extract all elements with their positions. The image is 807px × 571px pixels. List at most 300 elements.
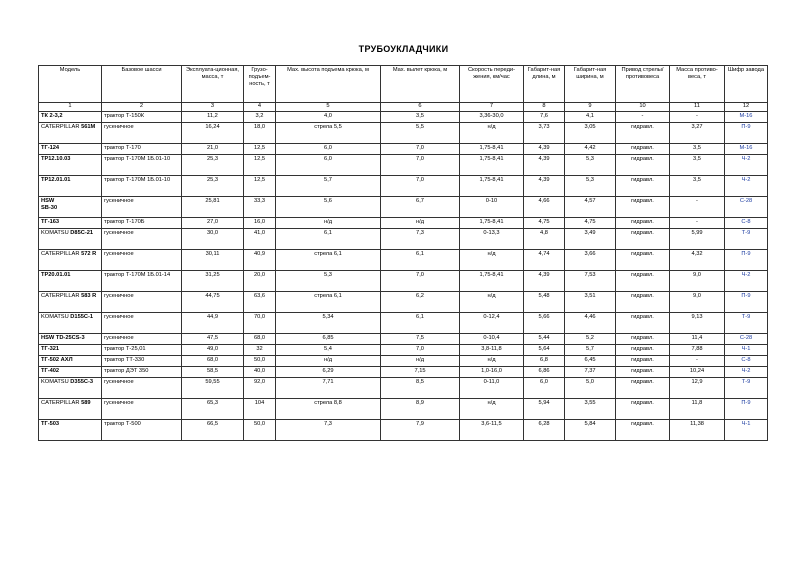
cell-drive: гидравл. (616, 334, 670, 345)
column-number: 5 (276, 103, 381, 112)
cell-len: 5,66 (524, 313, 565, 334)
cell-mass: 66,5 (182, 420, 244, 441)
cell-reach: 7,0 (381, 345, 460, 356)
cell-mass: 25,81 (182, 197, 244, 218)
cell-speed: 1,75-8,41 (460, 176, 524, 197)
column-number: 11 (670, 103, 725, 112)
model-cell (39, 345, 102, 356)
cell-drive: гидравл. (616, 367, 670, 378)
cell-mass: 27,0 (182, 218, 244, 229)
cell-height: стрела 6,1 (276, 250, 381, 271)
cell-speed: н/д (460, 399, 524, 420)
cell-speed: н/д (460, 250, 524, 271)
column-number: 8 (524, 103, 565, 112)
cell-len: 6,8 (524, 356, 565, 367)
model-cell (39, 229, 102, 250)
model-cell (39, 250, 102, 271)
cell-speed: 1,0-16,0 (460, 367, 524, 378)
cell-cw: 11,8 (670, 399, 725, 420)
cell-code: П-9 (725, 123, 768, 144)
cell-width: 4,1 (565, 112, 616, 123)
cell-speed: 0-11,0 (460, 378, 524, 399)
cell-base: гусеничное (102, 250, 182, 271)
model-name: ТГ-321 (41, 346, 60, 352)
cell-mass: 30,11 (182, 250, 244, 271)
column-number: 12 (725, 103, 768, 112)
cell-height: 5,3 (276, 271, 381, 292)
model-name: CATERPILLAR (41, 124, 80, 130)
cell-mass: 58,5 (182, 367, 244, 378)
cell-speed: 3,6-11,5 (460, 420, 524, 441)
model-name: ТГ-402 (41, 368, 60, 374)
model-name: CATERPILLAR (41, 251, 80, 257)
model-cell (39, 218, 102, 229)
header-row (39, 66, 768, 103)
cell-base: гусеничное (102, 292, 182, 313)
cell-code: П-9 (725, 399, 768, 420)
cell-drive: гидравл. (616, 271, 670, 292)
cell-code: Ч-2 (725, 271, 768, 292)
column-header: Базовое шасси (102, 66, 182, 103)
cell-cw: 9,13 (670, 313, 725, 334)
model-name: ТГ-502 АХЛ (41, 357, 73, 363)
table-row (39, 292, 768, 313)
model-cell (39, 271, 102, 292)
model-name: CATERPILLAR (41, 400, 80, 406)
cell-height: 5,34 (276, 313, 381, 334)
column-header: Мах. высота подъема крюка, м (276, 66, 381, 103)
model-name: CATERPILLAR (41, 293, 80, 299)
cell-len: 4,39 (524, 176, 565, 197)
cell-speed: н/д (460, 356, 524, 367)
cell-mass: 65,3 (182, 399, 244, 420)
cell-cw: 11,4 (670, 334, 725, 345)
cell-cw: 3,5 (670, 144, 725, 155)
cell-cw: 3,5 (670, 155, 725, 176)
model-cell (39, 176, 102, 197)
model-name: KOMATSU (41, 379, 69, 385)
cell-len: 6,0 (524, 378, 565, 399)
cell-mass: 25,3 (182, 176, 244, 197)
cell-base: гусеничное (102, 229, 182, 250)
cell-load: 12,5 (244, 176, 276, 197)
cell-height: н/д (276, 218, 381, 229)
cell-base: гусеничное (102, 197, 182, 218)
cell-len: 7,6 (524, 112, 565, 123)
column-header: Габарит-ная длина, м (524, 66, 565, 103)
cell-mass: 21,0 (182, 144, 244, 155)
column-number: 10 (616, 103, 670, 112)
cell-cw: - (670, 356, 725, 367)
cell-speed: 0-10,4 (460, 334, 524, 345)
cell-code: М-16 (725, 144, 768, 155)
table-row (39, 334, 768, 345)
cell-height: 6,1 (276, 229, 381, 250)
table-row (39, 197, 768, 218)
cell-cw: 12,9 (670, 378, 725, 399)
column-header: Привод стрелы/ противовеса (616, 66, 670, 103)
cell-base: трактор Т-170М 1Б.01-14 (102, 271, 182, 292)
cell-reach: 7,0 (381, 176, 460, 197)
cell-cw: 5,99 (670, 229, 725, 250)
model-name: ТР12.01.01 (41, 177, 71, 183)
cell-load: 12,5 (244, 155, 276, 176)
cell-len: 4,39 (524, 144, 565, 155)
table-row (39, 356, 768, 367)
cell-height: 6,0 (276, 155, 381, 176)
cell-drive: гидравл. (616, 399, 670, 420)
cell-load: 32 (244, 345, 276, 356)
column-number: 9 (565, 103, 616, 112)
model-name: HSW TD-25CS-3 (41, 335, 85, 341)
cell-drive: гидравл. (616, 197, 670, 218)
model-cell (39, 356, 102, 367)
cell-base: гусеничное (102, 123, 182, 144)
column-header: Масса противо-веса, т (670, 66, 725, 103)
table-row (39, 367, 768, 378)
cell-cw: 7,88 (670, 345, 725, 356)
model-cell (39, 378, 102, 399)
cell-base: трактор Т-170М 1Б.01-10 (102, 176, 182, 197)
cell-mass: 59,55 (182, 378, 244, 399)
cell-reach: 7,5 (381, 334, 460, 345)
model-name: 572 R (81, 251, 97, 257)
cell-speed: 3,8-11,8 (460, 345, 524, 356)
column-header: Габарит-ная ширина, м (565, 66, 616, 103)
model-name: ТГ-163 (41, 219, 60, 225)
cell-speed: 3,36-30,0 (460, 112, 524, 123)
model-cell (39, 112, 102, 123)
model-cell (39, 313, 102, 334)
cell-width: 5,84 (565, 420, 616, 441)
table-row (39, 345, 768, 356)
cell-mass: 68,0 (182, 356, 244, 367)
cell-width: 4,75 (565, 218, 616, 229)
cell-height: н/д (276, 356, 381, 367)
cell-height: стрела 6,1 (276, 292, 381, 313)
column-header: Мах. вылет крюка, м (381, 66, 460, 103)
column-number: 7 (460, 103, 524, 112)
model-name: SB-30 (41, 205, 58, 212)
table-row (39, 250, 768, 271)
cell-reach: 5,5 (381, 123, 460, 144)
cell-reach: 6,1 (381, 250, 460, 271)
model-name: KOMATSU (41, 230, 69, 236)
cell-width: 7,53 (565, 271, 616, 292)
cell-reach: 7,15 (381, 367, 460, 378)
cell-height: 6,0 (276, 144, 381, 155)
cell-code: П-9 (725, 250, 768, 271)
cell-base: трактор Т-150К (102, 112, 182, 123)
cell-speed: 1,75-8,41 (460, 271, 524, 292)
model-name: ТР20.01.01 (41, 272, 71, 278)
cell-len: 4,74 (524, 250, 565, 271)
cell-base: гусеничное (102, 313, 182, 334)
model-name: ТК 2-3,2 (41, 113, 63, 119)
model-name: 589 (81, 400, 91, 406)
cell-load: 40,0 (244, 367, 276, 378)
model-cell (39, 144, 102, 155)
cell-speed: 0-13,3 (460, 229, 524, 250)
cell-width: 5,2 (565, 334, 616, 345)
cell-height: 5,6 (276, 197, 381, 218)
cell-width: 3,49 (565, 229, 616, 250)
cell-width: 5,3 (565, 176, 616, 197)
cell-cw: 3,27 (670, 123, 725, 144)
model-cell (39, 292, 102, 313)
table-row (39, 144, 768, 155)
cell-len: 4,39 (524, 155, 565, 176)
model-name: D85C-21 (70, 230, 94, 236)
cell-code: Т-9 (725, 229, 768, 250)
cell-mass: 25,3 (182, 155, 244, 176)
cell-height: стрела 8,8 (276, 399, 381, 420)
cell-code: Ч-2 (725, 176, 768, 197)
model-name: ТР12.10.03 (41, 156, 71, 162)
table-row (39, 176, 768, 197)
cell-height: 7,71 (276, 378, 381, 399)
cell-width: 5,7 (565, 345, 616, 356)
model-cell (39, 155, 102, 176)
cell-load: 50,0 (244, 420, 276, 441)
cell-drive: гидравл. (616, 155, 670, 176)
cell-code: П-9 (725, 292, 768, 313)
cell-mass: 47,5 (182, 334, 244, 345)
cell-width: 7,37 (565, 367, 616, 378)
cell-load: 68,0 (244, 334, 276, 345)
cell-width: 5,3 (565, 155, 616, 176)
cell-width: 4,42 (565, 144, 616, 155)
cell-load: 33,3 (244, 197, 276, 218)
cell-load: 40,9 (244, 250, 276, 271)
table-row (39, 313, 768, 334)
cell-load: 104 (244, 399, 276, 420)
cell-base: трактор Т-170Б (102, 218, 182, 229)
cell-code: Ч-1 (725, 420, 768, 441)
cell-code: Ч-2 (725, 367, 768, 378)
cell-load: 18,0 (244, 123, 276, 144)
cell-reach: 8,9 (381, 399, 460, 420)
cell-height: 6,85 (276, 334, 381, 345)
cell-reach: н/д (381, 218, 460, 229)
model-cell (39, 399, 102, 420)
cell-width: 6,45 (565, 356, 616, 367)
column-header: Модель (39, 66, 102, 103)
cell-height: 6,29 (276, 367, 381, 378)
cell-cw: 4,32 (670, 250, 725, 271)
pipelayers-table (38, 65, 768, 441)
cell-mass: 49,0 (182, 345, 244, 356)
cell-reach: 7,0 (381, 271, 460, 292)
cell-load: 41,0 (244, 229, 276, 250)
cell-len: 5,44 (524, 334, 565, 345)
table-row (39, 420, 768, 441)
column-header: Скорость переди-жения, км/час (460, 66, 524, 103)
cell-width: 4,46 (565, 313, 616, 334)
cell-width: 3,55 (565, 399, 616, 420)
cell-base: гусеничное (102, 399, 182, 420)
column-number: 4 (244, 103, 276, 112)
cell-code: М-16 (725, 112, 768, 123)
cell-len: 4,75 (524, 218, 565, 229)
cell-drive: гидравл. (616, 292, 670, 313)
cell-load: 92,0 (244, 378, 276, 399)
cell-code: С-28 (725, 197, 768, 218)
model-cell (39, 367, 102, 378)
cell-base: трактор ТТ-330 (102, 356, 182, 367)
cell-reach: 6,7 (381, 197, 460, 218)
cell-cw: 9,0 (670, 271, 725, 292)
model-name: D155C-1 (70, 314, 94, 320)
cell-len: 4,39 (524, 271, 565, 292)
cell-load: 12,5 (244, 144, 276, 155)
cell-base: трактор Т-25,01 (102, 345, 182, 356)
cell-width: 3,05 (565, 123, 616, 144)
cell-drive: гидравл. (616, 420, 670, 441)
table-body (39, 112, 768, 441)
cell-reach: 6,1 (381, 313, 460, 334)
cell-base: трактор Т-170М 1Б.01-10 (102, 155, 182, 176)
cell-speed: н/д (460, 123, 524, 144)
cell-load: 20,0 (244, 271, 276, 292)
cell-width: 3,51 (565, 292, 616, 313)
cell-len: 5,48 (524, 292, 565, 313)
cell-drive: гидравл. (616, 378, 670, 399)
cell-height: 7,3 (276, 420, 381, 441)
cell-mass: 16,24 (182, 123, 244, 144)
cell-base: трактор ДЭТ 350 (102, 367, 182, 378)
cell-mass: 30,0 (182, 229, 244, 250)
column-number: 6 (381, 103, 460, 112)
cell-reach: 7,3 (381, 229, 460, 250)
cell-drive: - (616, 112, 670, 123)
cell-drive: гидравл. (616, 176, 670, 197)
cell-drive: гидравл. (616, 345, 670, 356)
cell-drive: гидравл. (616, 250, 670, 271)
cell-code: С-8 (725, 218, 768, 229)
cell-load: 16,0 (244, 218, 276, 229)
cell-len: 4,8 (524, 229, 565, 250)
cell-mass: 11,2 (182, 112, 244, 123)
cell-height: 5,7 (276, 176, 381, 197)
cell-cw: 10,24 (670, 367, 725, 378)
cell-speed: н/д (460, 292, 524, 313)
table-row (39, 229, 768, 250)
cell-load: 63,6 (244, 292, 276, 313)
cell-code: Ч-2 (725, 155, 768, 176)
cell-base: трактор Т-170 (102, 144, 182, 155)
cell-mass: 31,25 (182, 271, 244, 292)
model-name: 583 R (81, 293, 97, 299)
column-number-row (39, 103, 768, 112)
cell-reach: 7,9 (381, 420, 460, 441)
column-number: 2 (102, 103, 182, 112)
cell-height: 4,0 (276, 112, 381, 123)
table-row (39, 399, 768, 420)
cell-cw: - (670, 112, 725, 123)
cell-reach: 7,0 (381, 144, 460, 155)
model-name: KOMATSU (41, 314, 69, 320)
model-name: ТГ-124 (41, 145, 60, 151)
cell-cw: - (670, 197, 725, 218)
cell-mass: 44,9 (182, 313, 244, 334)
cell-cw: 9,0 (670, 292, 725, 313)
cell-len: 5,94 (524, 399, 565, 420)
table-row (39, 271, 768, 292)
cell-code: Ч-1 (725, 345, 768, 356)
page-title: ТРУБОУКЛАДЧИКИ (358, 44, 449, 54)
cell-code: С-8 (725, 356, 768, 367)
cell-load: 50,0 (244, 356, 276, 367)
table-row (39, 123, 768, 144)
table-row (39, 112, 768, 123)
cell-drive: гидравл. (616, 229, 670, 250)
cell-speed: 1,75-8,41 (460, 155, 524, 176)
cell-height: стрела 5,5 (276, 123, 381, 144)
cell-len: 4,66 (524, 197, 565, 218)
cell-reach: н/д (381, 356, 460, 367)
cell-drive: гидравл. (616, 218, 670, 229)
cell-drive: гидравл. (616, 356, 670, 367)
cell-reach: 3,5 (381, 112, 460, 123)
model-name: ТГ-503 (41, 421, 60, 427)
cell-len: 6,86 (524, 367, 565, 378)
cell-speed: 1,75-8,41 (460, 218, 524, 229)
column-number: 3 (182, 103, 244, 112)
model-cell (39, 334, 102, 345)
cell-len: 6,28 (524, 420, 565, 441)
table-row (39, 155, 768, 176)
cell-reach: 7,0 (381, 155, 460, 176)
cell-base: гусеничное (102, 378, 182, 399)
cell-load: 70,0 (244, 313, 276, 334)
cell-mass: 44,75 (182, 292, 244, 313)
table-row (39, 378, 768, 399)
cell-drive: гидравл. (616, 123, 670, 144)
model-cell (39, 420, 102, 441)
cell-drive: гидравл. (616, 144, 670, 155)
cell-code: Т-9 (725, 313, 768, 334)
model-cell (39, 123, 102, 144)
cell-code: С-28 (725, 334, 768, 345)
cell-cw: - (670, 218, 725, 229)
cell-width: 5,0 (565, 378, 616, 399)
column-header: Шифр завода (725, 66, 768, 103)
cell-base: трактор Т-500 (102, 420, 182, 441)
table-row (39, 218, 768, 229)
cell-code: Т-9 (725, 378, 768, 399)
cell-height: 5,4 (276, 345, 381, 356)
cell-reach: 6,2 (381, 292, 460, 313)
cell-speed: 0-10 (460, 197, 524, 218)
model-cell (39, 197, 102, 218)
cell-drive: гидравл. (616, 313, 670, 334)
model-name: HSW (41, 198, 55, 204)
cell-speed: 0-12,4 (460, 313, 524, 334)
cell-speed: 1,75-8,41 (460, 144, 524, 155)
cell-width: 3,66 (565, 250, 616, 271)
cell-reach: 8,5 (381, 378, 460, 399)
model-name: D355C-3 (70, 379, 94, 385)
column-header: Грузо-подъем-ность, т (244, 66, 276, 103)
cell-len: 5,64 (524, 345, 565, 356)
cell-cw: 11,38 (670, 420, 725, 441)
model-name: 561M (81, 124, 96, 130)
cell-cw: 3,5 (670, 176, 725, 197)
cell-width: 4,57 (565, 197, 616, 218)
cell-base: гусеничное (102, 334, 182, 345)
cell-load: 3,2 (244, 112, 276, 123)
